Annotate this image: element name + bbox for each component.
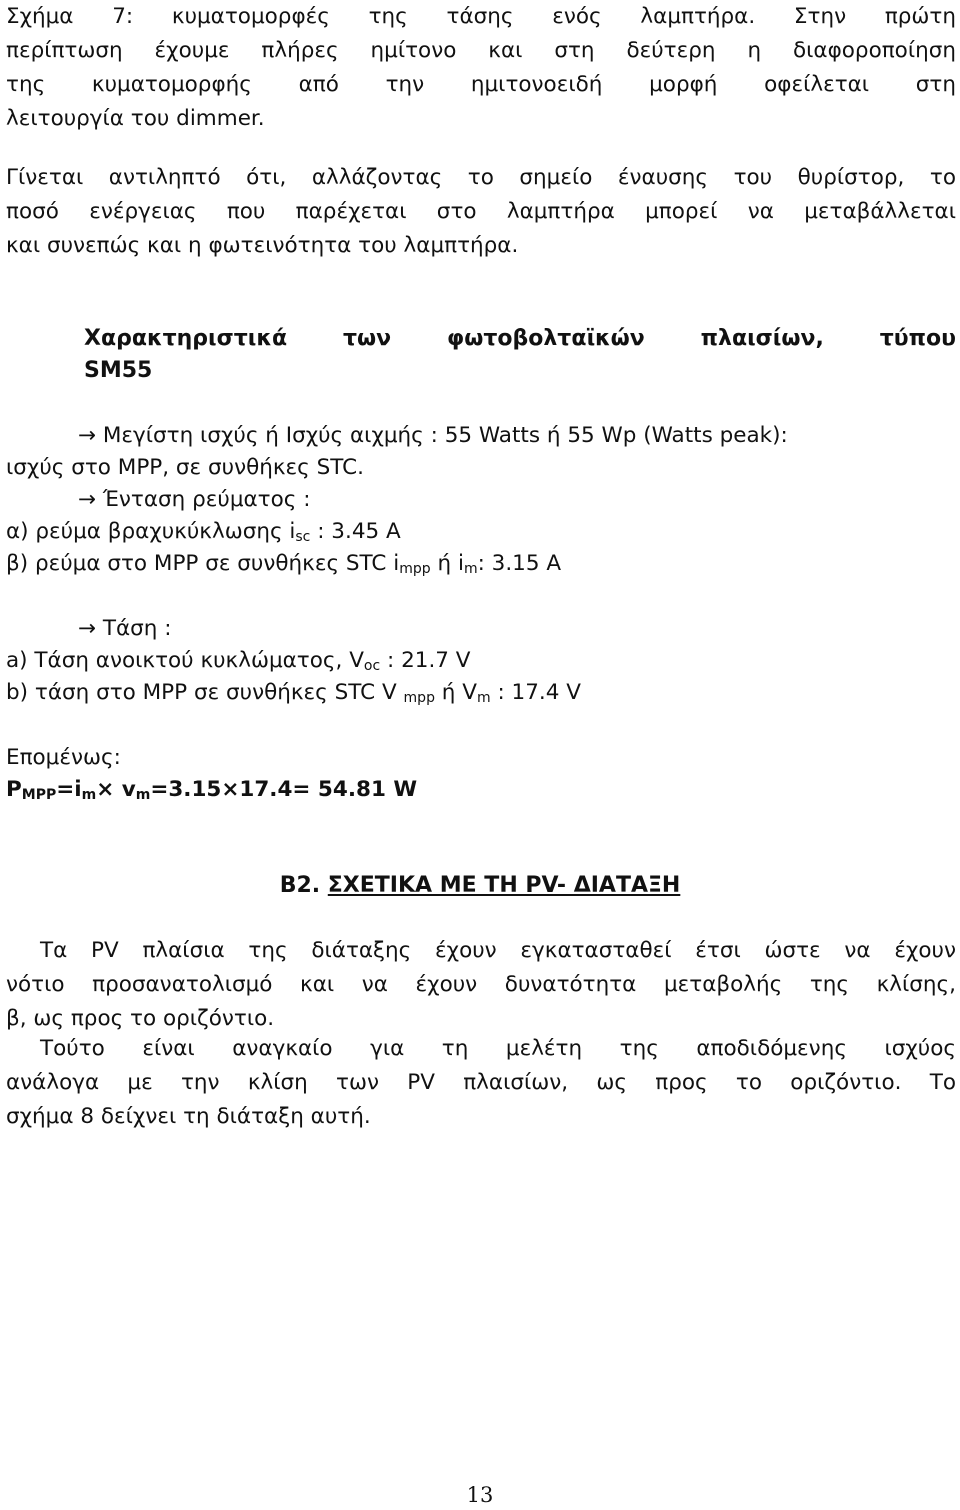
text-line: ανάλογα με την κλίση των PV πλαισίων, ως προς το οριζόντιο. Το: [6, 1070, 956, 1095]
result-formula: $P_{MPP}=i_m\times v_m=3.15\times 17.4= 54.81$ W: [6, 777, 418, 803]
pv-paragraph: [6, 934, 956, 1036]
spec-voltage-title: → Τάση :: [78, 616, 172, 641]
text-line: Γίνεται αντιληπτό ότι, αλλάζοντας το σημείο έναυσης του θυρίστορ, το: [6, 165, 956, 190]
arrow-icon: →: [78, 487, 97, 512]
section-title: B2. ΣΧΕΤΙΚΑ ΜΕ ΤΗ PV- ΔΙΑΤΑΞΗ: [279, 873, 681, 898]
caption-paragraph: [6, 0, 956, 136]
spec-current-title: → Ένταση ρεύματος :: [78, 487, 311, 512]
text-line: ποσό ενέργειας που παρέχεται στο λαμπτήρα μπορεί να μεταβάλλεται: [6, 199, 956, 224]
text-line: Σχήμα 7: κυματομορφές της τάσης ενός λαμπτήρα. Στην πρώτη: [6, 4, 956, 29]
text-line: β, ως προς το οριζόντιο.: [6, 1006, 275, 1031]
text-line: και συνεπώς και η φωτεινότητα του λαμπτήρα.: [6, 233, 519, 258]
heading-line: SM55: [84, 358, 153, 383]
tilt-paragraph: [6, 1032, 956, 1134]
spec-current-b: β) ρεύμα στο MPP σε συνθήκες STC $i_{mpp}$ ή $i_m$: 3.15 A: [6, 551, 562, 577]
specs-list: [6, 420, 956, 580]
voltage-list: [6, 613, 956, 709]
result-block: [6, 742, 956, 806]
arrow-icon: →: [78, 616, 97, 641]
text-line: Τα PV πλαίσια της διάταξης έχουν εγκατασταθεί έτσι ώστε να έχουν: [40, 938, 956, 963]
thyristor-paragraph: [6, 161, 956, 263]
result-label: Επομένως:: [6, 745, 121, 770]
spec-current-a: α) ρεύμα βραχυκύκλωσης $i_{sc}$ : 3.45 A: [6, 519, 401, 545]
section-heading: [84, 323, 956, 387]
page-number: 13: [466, 1483, 494, 1507]
text-line: Τούτο είναι αναγκαίο για τη μελέτη της αποδιδόμενης ισχύος: [40, 1036, 956, 1061]
spec-power-cont: ισχύς στο MPP, σε συνθήκες STC.: [6, 455, 364, 480]
heading-line: Χαρακτηριστικά των φωτοβολταϊκών πλαισίων, τύπου: [84, 326, 956, 351]
text-line: λειτουργία του dimmer.: [6, 106, 265, 131]
spec-voltage-a: a) Τάση ανοικτού κυκλώματος, $V_{oc}$ : 21.7 V: [6, 648, 471, 674]
spec-voltage-b: b) τάση στο MPP σε συνθήκες STC V $_{mpp}$ ή $V_m$ : 17.4 V: [6, 680, 581, 706]
text-line: περίπτωση έχουμε πλήρες ημίτονο και στη δεύτερη η διαφοροποίηση: [6, 38, 956, 63]
text-line: σχήμα 8 δείχνει τη διάταξη αυτή.: [6, 1104, 371, 1129]
arrow-icon: →: [78, 423, 97, 448]
text-line: της κυματομορφής από την ημιτονοειδή μορφή οφείλεται στη: [6, 72, 956, 97]
spec-power: → Μεγίστη ισχύς ή Ισχύς αιχμής : 55 Watts ή 55 Wp (Watts peak):: [78, 423, 788, 448]
text-line: νότιο προσανατολισμό και να έχουν δυνατότητα μεταβολής της κλίσης,: [6, 972, 956, 997]
